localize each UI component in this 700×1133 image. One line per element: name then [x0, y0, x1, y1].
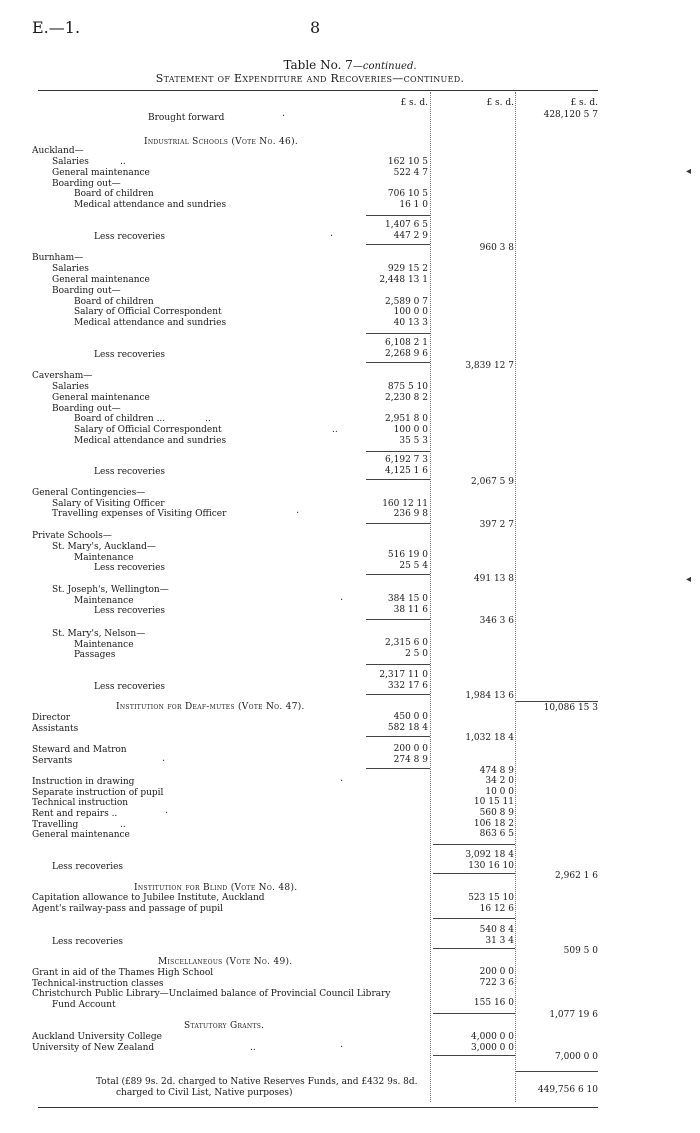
column-header-1: £ s. d. — [400, 98, 428, 108]
deaf-steward: Steward and Matron — [32, 745, 127, 755]
st-marys-nelson-passages: Passages — [74, 650, 116, 660]
burnham-less-label: Less recoveries — [94, 350, 166, 360]
auckland-less-label: Less recoveries — [94, 232, 166, 242]
st-marys-nelson-total: 2,317 11 0 — [379, 670, 428, 680]
deaf-servants: Servants — [32, 756, 73, 766]
column-header-2: £ s. d. — [486, 98, 514, 108]
sum-rule — [366, 736, 430, 737]
blind-agent: Agent's railway-pass and passage of pupil — [32, 904, 223, 914]
auckland-gm: General maintenance — [52, 168, 150, 178]
deaf-rent: Rent and repairs .. — [32, 809, 118, 819]
caversham-medical-value: 35 5 3 — [399, 436, 428, 446]
deaf-technical-value: 10 15 11 — [473, 797, 514, 807]
dot-leader: .. — [120, 157, 126, 167]
top-rule — [38, 90, 598, 91]
sum-rule — [366, 362, 430, 363]
blind-less-value: 31 3 4 — [485, 936, 514, 946]
visiting-officer-travel: Travelling expenses of Visiting Officer — [52, 509, 227, 519]
auckland-gm-value: 522 4 7 — [393, 168, 428, 178]
st-marys-auckland-maintenance: Maintenance — [74, 553, 134, 563]
dot-mark: · — [330, 231, 334, 242]
auckland-total: 1,407 6 5 — [385, 220, 428, 230]
brought-forward-label: Brought forward — [148, 113, 225, 123]
blind-less: Less recoveries — [52, 937, 124, 947]
grand-total: 449,756 6 10 — [537, 1085, 598, 1095]
dot-mark: · — [165, 808, 169, 819]
st-marys-auckland-net: 491 13 8 — [473, 574, 514, 584]
dot-mark: · — [340, 1042, 344, 1053]
miscellaneous-heading: Miscellaneous (Vote No. 49). — [158, 957, 293, 967]
deaf-technical: Technical instruction — [32, 798, 129, 808]
column-header-3: £ s. d. — [570, 98, 598, 108]
deaf-travelling-value: 106 18 2 — [473, 819, 514, 829]
sum-rule — [366, 619, 430, 620]
industrial-schools-heading: Industrial Schools (Vote No. 46). — [144, 137, 299, 147]
burnham-total: 6,108 2 1 — [385, 338, 428, 348]
auckland-salaries: Salaries — [52, 157, 89, 167]
st-marys-nelson-maintenance-value: 2,315 6 0 — [385, 638, 428, 648]
visiting-officer-travel-value: 236 9 8 — [393, 509, 428, 519]
caversham-official-value: 100 0 0 — [393, 425, 428, 435]
technical-classes: Technical-instruction classes — [32, 979, 164, 989]
dot-mark: · — [282, 111, 286, 122]
dot-leader: .. — [332, 425, 338, 435]
dot-mark: · — [340, 776, 344, 787]
auckland-university-value: 4,000 0 0 — [471, 1032, 514, 1042]
deaf-subtotal-1: 1,032 18 4 — [465, 733, 514, 743]
st-marys-auckland-less: Less recoveries — [94, 563, 166, 573]
st-marys-nelson-less-value: 332 17 6 — [387, 681, 428, 691]
auckland-less-value: 447 2 9 — [393, 231, 428, 241]
st-marys-auckland-maintenance-value: 516 19 0 — [387, 550, 428, 560]
st-josephs-net: 346 3 6 — [479, 616, 514, 626]
auckland-medical: Medical attendance and sundries — [74, 200, 227, 210]
dot-leader: .. — [250, 1043, 256, 1053]
sum-rule — [366, 479, 430, 480]
margin-mark: ◂ — [686, 574, 692, 585]
st-josephs-wellington-label: St. Joseph's, Wellington— — [52, 585, 169, 595]
st-marys-nelson-label: St. Mary's, Nelson— — [52, 629, 146, 639]
dot-mark: · — [162, 756, 166, 767]
burnham-board: Board of children — [74, 297, 154, 307]
deaf-assistants: Assistants — [32, 724, 79, 734]
deaf-mutes-heading: Institution for Deaf-mutes (Vote No. 47). — [116, 702, 305, 712]
caversham-net: 2,067 5 9 — [471, 477, 514, 487]
sum-rule — [366, 574, 430, 575]
caversham-total: 6,192 7 3 — [385, 455, 428, 465]
technical-classes-value: 722 3 6 — [479, 978, 514, 988]
deaf-travelling: Travelling — [32, 820, 79, 830]
burnham-board-value: 2,589 0 7 — [385, 297, 428, 307]
caversham-salaries: Salaries — [52, 382, 89, 392]
miscellaneous-net: 1,077 19 6 — [549, 1010, 598, 1020]
blind-capitation: Capitation allowance to Jubilee Institute, Auckland — [32, 893, 265, 903]
caversham-label: Caversham— — [32, 371, 93, 381]
deaf-separate-value: 10 0 0 — [485, 787, 514, 797]
deaf-steward-value: 200 0 0 — [393, 744, 428, 754]
brought-forward-value: 428,120 5 7 — [543, 110, 598, 120]
blind-net: 509 5 0 — [563, 946, 598, 956]
deaf-drawing-value: 34 2 0 — [485, 776, 514, 786]
deaf-director-value: 450 0 0 — [393, 712, 428, 722]
burnham-gm: General maintenance — [52, 275, 150, 285]
caversham-salaries-value: 875 5 10 — [387, 382, 428, 392]
caversham-boarding: Boarding out— — [52, 404, 121, 414]
caversham-gm-value: 2,230 8 2 — [385, 393, 428, 403]
sum-rule — [366, 694, 430, 695]
sum-rule — [433, 844, 515, 845]
deaf-director: Director — [32, 713, 71, 723]
sum-rule — [366, 451, 430, 452]
table-title: Table No. 7—continued. — [283, 58, 417, 72]
caversham-board-value: 2,951 8 0 — [385, 414, 428, 424]
burnham-gm-value: 2,448 13 1 — [379, 275, 428, 285]
deaf-less-value: 130 16 10 — [468, 861, 514, 871]
sum-rule — [366, 333, 430, 334]
table-subtitle: Statement of Expenditure and Recoveries—continued. — [155, 72, 465, 85]
auckland-salaries-value: 162 10 5 — [387, 157, 428, 167]
bottom-rule — [38, 1107, 598, 1108]
dot-mark: · — [296, 508, 300, 519]
deaf-gm: General maintenance — [32, 830, 130, 840]
burnham-official: Salary of Official Correspondent — [74, 307, 222, 317]
sum-rule — [366, 523, 430, 524]
caversham-official: Salary of Official Correspondent — [74, 425, 222, 435]
burnham-net: 3,839 12 7 — [465, 361, 514, 371]
burnham-boarding: Boarding out— — [52, 286, 121, 296]
thames-grant: Grant in aid of the Thames High School — [32, 968, 214, 978]
total-line-1: Total (£89 9s. 2d. charged to Native Reserves Funds, and £432 9s. 8d. — [96, 1077, 418, 1087]
st-marys-nelson-net: 1,984 13 6 — [465, 691, 514, 701]
deaf-total: 3,092 18 4 — [465, 850, 514, 860]
burnham-medical: Medical attendance and sundries — [74, 318, 227, 328]
deaf-rent-value: 560 8 9 — [479, 808, 514, 818]
deaf-assistants-value: 582 18 4 — [387, 723, 428, 733]
burnham-less-value: 2,268 9 6 — [385, 349, 428, 359]
sum-rule — [433, 873, 515, 874]
st-marys-nelson-maintenance: Maintenance — [74, 640, 134, 650]
auckland-boarding: Boarding out— — [52, 179, 121, 189]
sum-rule — [433, 1055, 515, 1056]
st-josephs-maintenance: Maintenance — [74, 596, 134, 606]
auckland-label: Auckland— — [32, 146, 84, 156]
thames-grant-value: 200 0 0 — [479, 967, 514, 977]
st-marys-auckland-label: St. Mary's, Auckland— — [52, 542, 156, 552]
burnham-label: Burnham— — [32, 253, 84, 263]
sum-rule — [433, 1013, 515, 1014]
st-marys-nelson-passages-value: 2 5 0 — [405, 649, 428, 659]
visiting-officer-salary: Salary of Visiting Officer — [52, 499, 165, 509]
dot-leader: .. — [205, 414, 211, 424]
margin-mark: ◂ — [686, 166, 692, 177]
library-value: 155 16 0 — [473, 998, 514, 1008]
private-schools-label: Private Schools— — [32, 531, 112, 541]
university-nz: University of New Zealand — [32, 1043, 155, 1053]
st-josephs-less-value: 38 11 6 — [393, 605, 428, 615]
caversham-gm: General maintenance — [52, 393, 150, 403]
blind-heading: Institution for Blind (Vote No. 48). — [134, 883, 298, 893]
deaf-servants-value: 274 8 9 — [393, 755, 428, 765]
industrial-schools-subtotal: 10,086 15 3 — [543, 703, 598, 713]
sum-rule — [366, 244, 430, 245]
page-code: E.—1. — [32, 18, 81, 37]
blind-agent-value: 16 12 6 — [479, 904, 514, 914]
blind-capitation-value: 523 15 10 — [468, 893, 514, 903]
library-line-2: Fund Account — [52, 1000, 116, 1010]
auckland-board: Board of children — [74, 189, 154, 199]
burnham-official-value: 100 0 0 — [393, 307, 428, 317]
dot-mark: · — [340, 595, 344, 606]
contingencies-net: 397 2 7 — [479, 520, 514, 530]
auckland-medical-value: 16 1 0 — [399, 200, 428, 210]
burnham-medical-value: 40 13 3 — [393, 318, 428, 328]
blind-total: 540 8 4 — [479, 925, 514, 935]
deaf-less: Less recoveries — [52, 862, 124, 872]
statutory-net: 7,000 0 0 — [555, 1052, 598, 1062]
dot-leader: .. — [120, 820, 126, 830]
auckland-university: Auckland University College — [32, 1032, 162, 1042]
caversham-board: Board of children ... — [74, 414, 166, 424]
caversham-less-value: 4,125 1 6 — [385, 466, 428, 476]
burnham-salaries-value: 929 15 2 — [387, 264, 428, 274]
sum-rule — [433, 948, 515, 949]
sum-rule — [516, 701, 598, 702]
deaf-gm-value: 863 6 5 — [479, 829, 514, 839]
university-nz-value: 3,000 0 0 — [471, 1043, 514, 1053]
auckland-net: 960 3 8 — [479, 243, 514, 253]
statutory-heading: Statutory Grants. — [184, 1021, 265, 1031]
burnham-salaries: Salaries — [52, 264, 89, 274]
deaf-servants-net: 474 8 9 — [479, 766, 514, 776]
deaf-net: 2,962 1 6 — [555, 871, 598, 881]
st-josephs-less: Less recoveries — [94, 606, 166, 616]
caversham-medical: Medical attendance and sundries — [74, 436, 227, 446]
visiting-officer-salary-value: 160 12 11 — [382, 499, 428, 509]
sum-rule — [366, 664, 430, 665]
contingencies-label: General Contingencies— — [32, 488, 146, 498]
total-line-2: charged to Civil List, Native purposes) — [116, 1088, 293, 1098]
deaf-separate: Separate instruction of pupil — [32, 788, 164, 798]
auckland-board-value: 706 10 5 — [387, 189, 428, 199]
st-marys-nelson-less: Less recoveries — [94, 682, 166, 692]
st-marys-auckland-less-value: 25 5 4 — [399, 561, 428, 571]
library-line-1: Christchurch Public Library—Unclaimed balance of Provincial Council Library — [32, 989, 391, 999]
sum-rule — [366, 215, 430, 216]
sum-rule — [366, 768, 430, 769]
sum-rule — [516, 1071, 598, 1072]
sum-rule — [433, 918, 515, 919]
caversham-less-label: Less recoveries — [94, 467, 166, 477]
page-number: 8 — [310, 18, 321, 37]
st-josephs-maintenance-value: 384 15 0 — [387, 594, 428, 604]
deaf-drawing: Instruction in drawing — [32, 777, 135, 787]
